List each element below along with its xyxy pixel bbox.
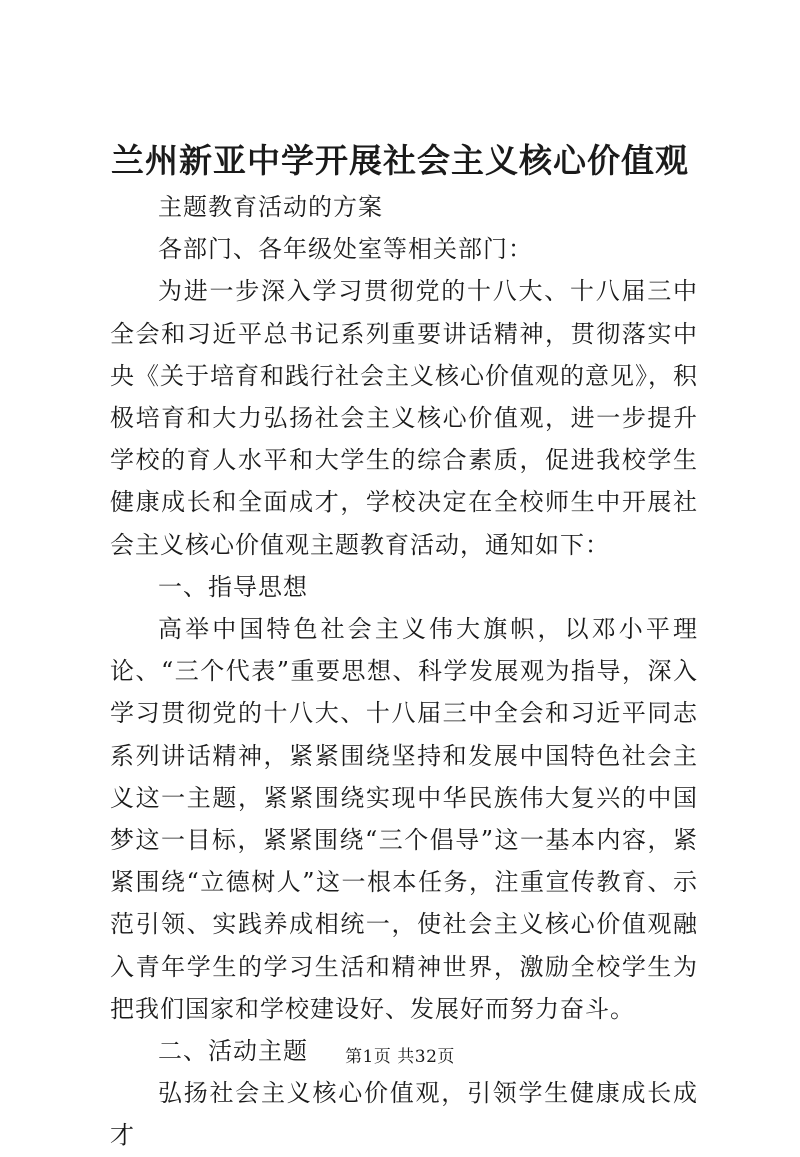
section-heading-activity-theme: 二、活动主题 [158, 1037, 308, 1066]
salutation-paragraph: 各部门、各年级处室等相关部门： [158, 235, 533, 264]
intro-paragraph: 为进一步深入学习贯彻党的十八大、十八届三中全会和习近平总书记系列重要讲话精神，贯彻落实中央《关于培育和践行社会主义核心价值观的意见》，积极培育和大力弘扬社会主义核心价值观，进一步提升学校的育人水平和大学生的综合素质，促进我校学生健康成长和全面成才，学校决定在全校师生中开展社会主义核心价值观主题教育活动，通知如下： [110, 277, 698, 559]
activity-theme-paragraph: 弘扬社会主义核心价值观，引领学生健康成长成才 [110, 1079, 698, 1150]
guiding-thought-paragraph: 高举中国特色社会主义伟大旗帜，以邓小平理论、“三个代表”重要思想、科学发展观为指导，深入学习贯彻党的十八大、十八届三中全会和习近平同志系列讲话精神，紧紧围绕坚持和发展中国特色社会主义这一主题，紧紧围绕实现中华民族伟大复兴的中国梦这一目标，紧紧围绕“三个倡导”这一基本内容，紧紧围绕“立德树人”这一根本任务，注重宣传教育、示范引领、实践养成相统一，使社会主义核心价值观融入青年学生的学习生活和精神世界，激励全校学生为把我们国家和学校建设好、发展好而努力奋斗。 [110, 615, 698, 1023]
document-body [110, 186, 698, 1157]
document-title: 兰州新亚中学开展社会主义核心价值观 [111, 141, 689, 180]
subtitle-paragraph: 主题教育活动的方案 [158, 193, 383, 221]
page-number-footer: 第1页 共32页 [345, 1047, 455, 1067]
section-heading-guiding-thought: 一、指导思想 [158, 572, 308, 601]
